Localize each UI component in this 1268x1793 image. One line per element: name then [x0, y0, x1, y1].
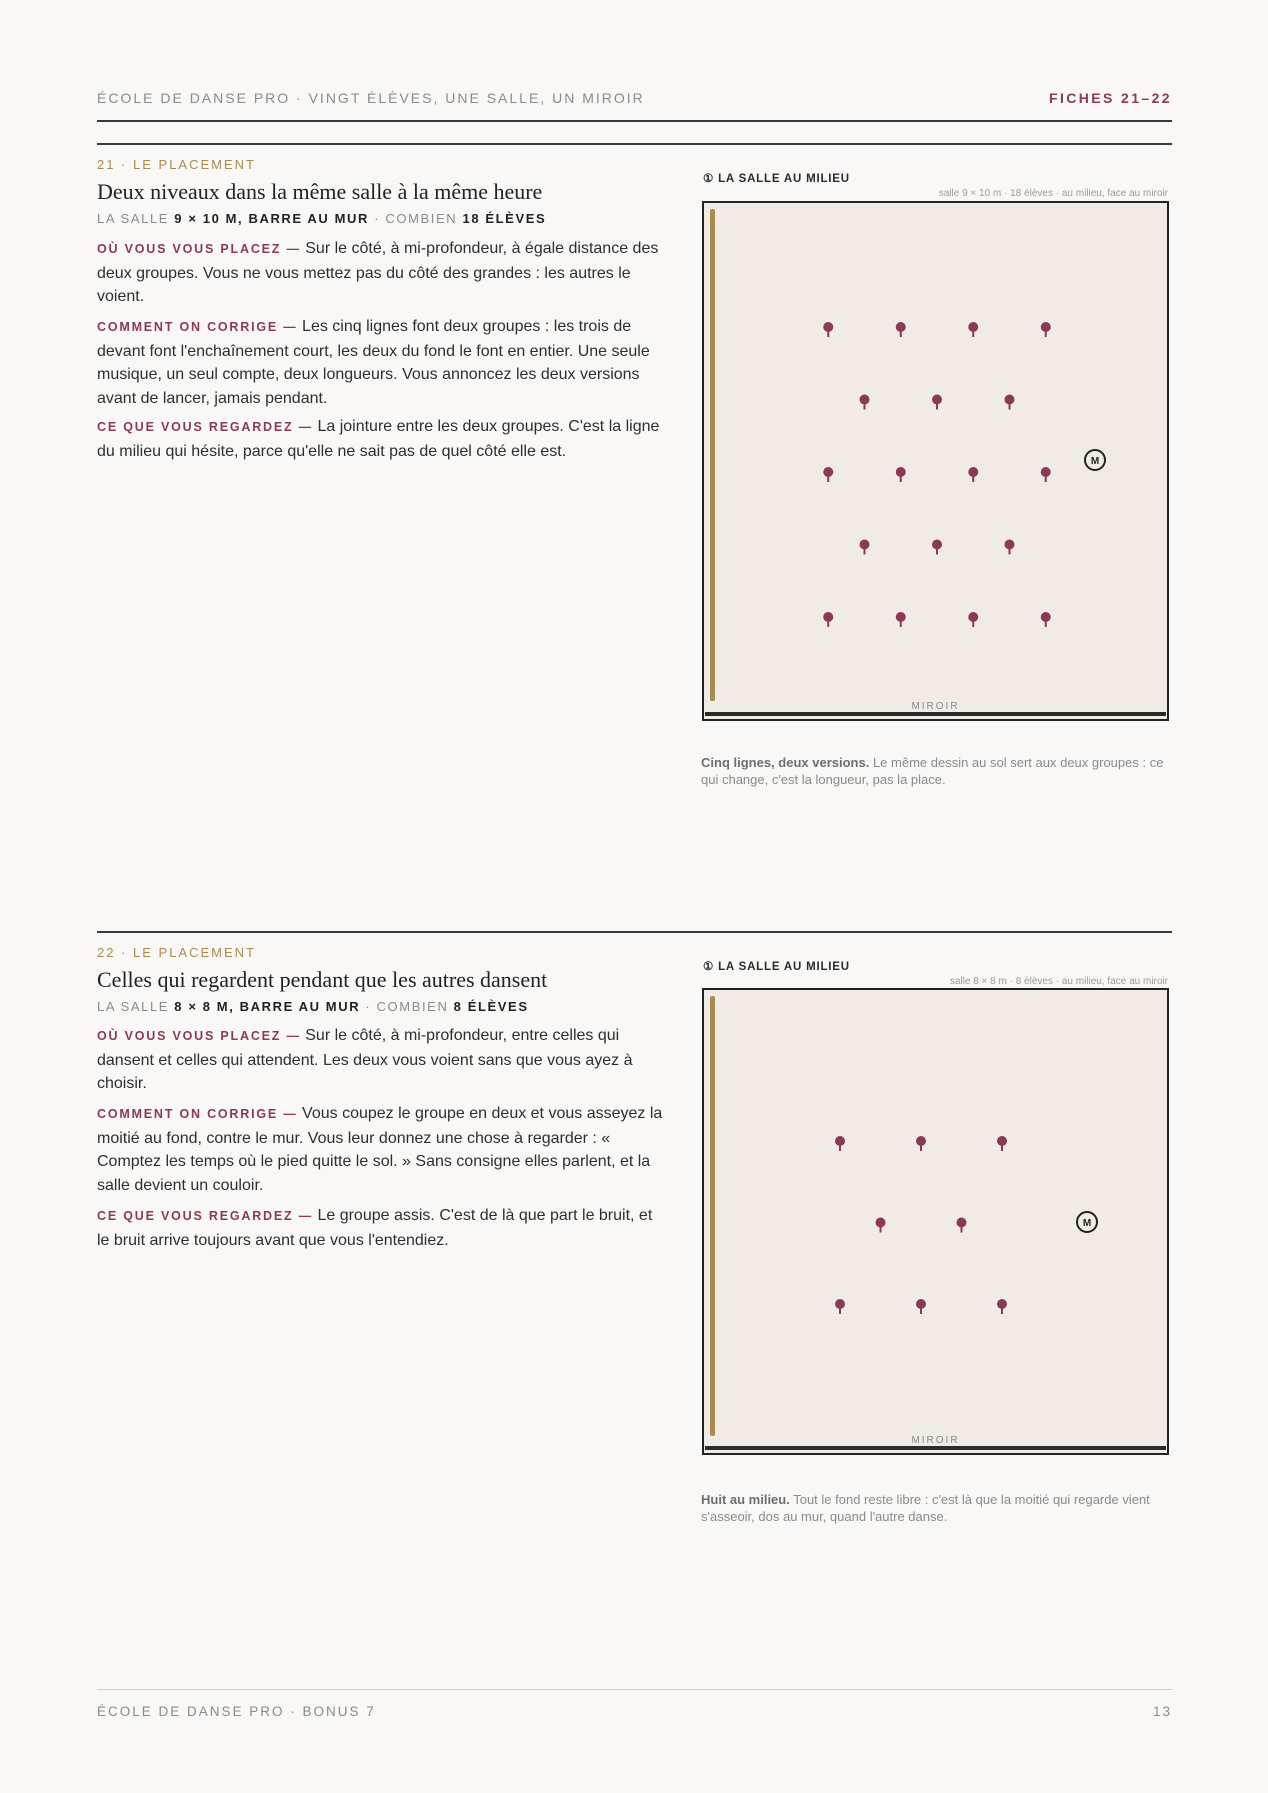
caption-text: Tout le fond reste libre : c'est là que la moitié qui regarde vient s'asseoir, dos au mur, quand l'autre danse.: [701, 1492, 1150, 1524]
figure-subtitle: salle 8 × 8 m · 8 élèves · au milieu, face au miroir: [949, 976, 1168, 987]
paragraph-placement: [97, 237, 667, 309]
paragraph-label: CE QUE VOUS REGARDEZ —: [97, 1209, 314, 1223]
figure-title: ① LA SALLE AU MILIEU: [703, 961, 850, 973]
paragraph-text: Les cinq lignes font deux groupes : les trois de devant font l'enchaînement court, les deux du fond le font en entier. Une seule musique, un seul compte, deux longueurs. Vous annoncez les deux versions avant de lancer, jamais pendant.: [97, 318, 650, 407]
paragraph-text: Sur le côté, à mi-profondeur, entre celles qui dansent et celles qui attendent. Les deux vous voient sans que vous ayez à choisir.: [97, 1027, 633, 1092]
footer-rule: [97, 1689, 1172, 1690]
paragraph-label: COMMENT ON CORRIGE —: [97, 1107, 298, 1121]
salle-label: LA SALLE: [97, 999, 170, 1014]
section-divider: [97, 143, 1172, 145]
room-outline: [703, 989, 1168, 1454]
paragraph-text: Sur le côté, à mi-profondeur, à égale distance des deux groupes. Vous ne vous mettez pas du côté des grandes : les autres le voient.: [97, 240, 659, 305]
mirror-line: [705, 712, 1166, 716]
section-title: Deux niveaux dans la même salle à la même heure: [97, 179, 543, 204]
paragraph-label: COMMENT ON CORRIGE —: [97, 320, 298, 334]
paragraph-text: Vous coupez le groupe en deux et vous asseyez la moitié au fond, contre le mur. Vous leur donnez une chose à regarder : « Comptez les temps où le pied quitte le sol. » Sans consigne elles parlent, et la salle devient un couloir.: [97, 1105, 663, 1194]
running-title: ÉCOLE DE DANSE PRO · VINGT ÉLÈVES, UNE SALLE, UN MIROIR: [97, 90, 645, 106]
figure-title: ① LA SALLE AU MILIEU: [703, 173, 850, 185]
salle-label: LA SALLE: [97, 211, 170, 226]
figure-caption: [701, 754, 1171, 788]
teacher-marker: [1077, 1212, 1097, 1232]
paragraph-correction: [97, 1102, 667, 1197]
paragraph-observation: [97, 1204, 667, 1252]
paragraph-label: OÙ VOUS VOUS PLACEZ —: [97, 1029, 301, 1043]
section-meta: [97, 211, 546, 226]
meta-separator: ·: [374, 211, 381, 226]
section-title: Celles qui regardent pendant que les autres dansent: [97, 967, 548, 992]
caption-text: Le même dessin au sol sert aux deux groupes : ce qui change, c'est la longueur, pas la place.: [701, 755, 1164, 787]
combien-label: COMBIEN: [385, 211, 458, 226]
section-meta: [97, 999, 529, 1014]
page-number: 13: [1152, 1704, 1172, 1719]
footer-title: ÉCOLE DE DANSE PRO · BONUS 7: [97, 1704, 376, 1719]
paragraph-placement: [97, 1024, 667, 1096]
paragraph-text: Le groupe assis. C'est de là que part le bruit, et le bruit arrive toujours avant que vous l'entendiez.: [97, 1207, 653, 1249]
caption-lead: Huit au milieu.: [701, 1492, 790, 1507]
page-header: [97, 90, 1172, 122]
floor-plan: [702, 201, 1169, 721]
paragraph-label: CE QUE VOUS REGARDEZ —: [97, 420, 314, 434]
barre: [710, 996, 715, 1436]
paragraph-observation: [97, 415, 667, 463]
sheet-range: FICHES 21–22: [1049, 90, 1172, 106]
section-number: 22 · LE PLACEMENT: [97, 945, 256, 960]
paragraph-text: La jointure entre les deux groupes. C'est la ligne du milieu qui hésite, parce qu'elle ne sait pas de quel côté elle est.: [97, 418, 660, 460]
salle-value: 9 × 10 M, BARRE AU MUR: [174, 211, 370, 226]
figure-subtitle: salle 9 × 10 m · 18 élèves · au milieu, face au miroir: [938, 188, 1168, 199]
combien-value: 18 ÉLÈVES: [462, 211, 547, 226]
combien-label: COMBIEN: [376, 999, 449, 1014]
meta-separator: ·: [365, 999, 372, 1014]
teacher-label: M: [1090, 456, 1100, 467]
paragraph-label: OÙ VOUS VOUS PLACEZ —: [97, 242, 301, 256]
mirror-label: MIROIR: [911, 701, 960, 712]
caption-lead: Cinq lignes, deux versions.: [701, 755, 870, 770]
combien-value: 8 ÉLÈVES: [453, 999, 529, 1014]
barre: [710, 209, 715, 701]
paragraph-correction: [97, 315, 667, 410]
figure-caption: [701, 1491, 1171, 1525]
mirror-line: [705, 1446, 1166, 1450]
section-number: 21 · LE PLACEMENT: [97, 157, 256, 172]
section-divider: [97, 931, 1172, 933]
teacher-label: M: [1082, 1218, 1092, 1229]
salle-value: 8 × 8 M, BARRE AU MUR: [174, 999, 361, 1014]
mirror-label: MIROIR: [911, 1435, 960, 1446]
floor-plan: [702, 988, 1169, 1455]
teacher-marker: [1085, 450, 1105, 470]
